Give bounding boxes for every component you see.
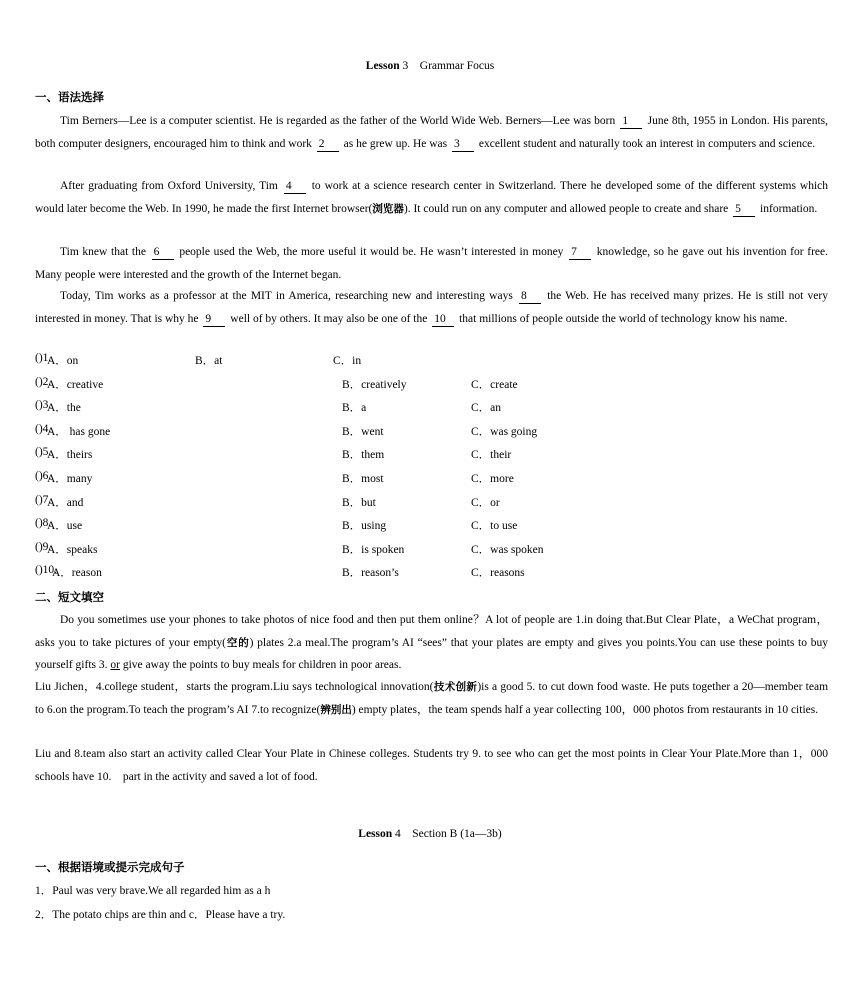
- option-b: B．creatively: [342, 379, 407, 391]
- passage-text: that millions of people outside the world of technology know his name.: [456, 312, 788, 325]
- passage-paragraph-2: [35, 175, 828, 220]
- option-b: B．a: [342, 402, 367, 414]
- option-b: B．using: [342, 520, 387, 532]
- passage-text: After graduating from Oxford University, Tim: [60, 180, 282, 192]
- passage-text: excellent student and naturally took an interest in computers and science.: [476, 137, 816, 150]
- passage-text: June 8th, 1955 in London. His parents, both computer designers, encouraged him to think and work: [35, 115, 828, 150]
- underlined-word: or: [110, 659, 120, 671]
- lesson3-title-rest: 3 Grammar Focus: [399, 60, 495, 72]
- option-a: A．the: [47, 402, 81, 414]
- chinese-gloss: 浏览器: [372, 202, 404, 215]
- option-a: A．reason: [52, 567, 102, 579]
- option-b: B．most: [342, 473, 384, 485]
- passage-text: ). It could run on any computer and allowed people to create and share: [403, 202, 732, 215]
- blank-6: 6: [152, 245, 174, 260]
- question-7-options: [35, 494, 828, 512]
- complete-sentences-heading: 一、根据语境或提示完成句子: [35, 860, 185, 874]
- option-c: C．or: [471, 497, 500, 509]
- sentence-1: 1．Paul was very brave.We all regarded him as a h: [35, 885, 271, 897]
- fill-paragraph-2: [35, 676, 828, 721]
- lesson4-title: [0, 825, 860, 841]
- chinese-gloss: 技术创新: [433, 681, 478, 693]
- passage-text: Today, Tim works as a professor at the MIT in America, researching new and interesting ways: [60, 290, 518, 302]
- grammar-choice-heading: 一、语法选择: [35, 90, 104, 104]
- question-2-options: [35, 376, 828, 394]
- passage-text: information.: [757, 202, 818, 215]
- passage-text: give away the points to buy meals for children in poor areas.: [119, 659, 402, 671]
- option-a: A．on: [47, 355, 79, 367]
- option-a: A．theirs: [47, 449, 93, 461]
- passage-text: ) plates 2.a meal.The program’s AI “sees” that your plates are empty and gives you points.You can use these points to buy yourself gifts 3.: [35, 636, 828, 671]
- option-a: A． has gone: [47, 426, 111, 438]
- question-1-options: [35, 352, 828, 370]
- option-a: A．speaks: [47, 544, 98, 556]
- passage-text: Tim knew that the: [60, 246, 150, 258]
- question-number: ()8.: [35, 517, 52, 529]
- fill-paragraph-3: [35, 743, 828, 788]
- question-10-options: [35, 564, 828, 582]
- option-b: B．reason’s: [342, 567, 399, 579]
- blank-9: 9: [203, 312, 225, 327]
- option-c: C．their: [471, 449, 512, 461]
- passage-text: Tim Berners—Lee is a computer scientist. He is regarded as the father of the World Wide Web. Berners—Lee was born: [60, 115, 619, 127]
- option-c: C．in: [333, 355, 362, 367]
- blank-7: 7: [569, 245, 591, 260]
- option-b: B．went: [342, 426, 384, 438]
- passage-text: Do you sometimes use your phones to take photos of nice food and then put them online？A lot of people are 1.in doing that.But Clear Plate，a WeChat program，asks you to take pictures of your empty(: [35, 614, 828, 649]
- question-number: ()5.: [35, 446, 52, 458]
- option-c: C．to use: [471, 520, 518, 532]
- question-number: ()1.: [35, 352, 52, 364]
- question-number: ()4.: [35, 423, 52, 435]
- passage-text: knowledge, so he gave out his invention for free. Many people were interested and the growth of the Internet began.: [35, 246, 828, 281]
- passage-text: Liu Jichen，4.college student，starts the program.Liu says technological innovation(: [35, 681, 434, 693]
- blank-3: 3: [452, 137, 474, 152]
- chinese-gloss: 空的: [225, 636, 250, 649]
- option-c: C．was spoken: [471, 544, 544, 556]
- option-a: A．many: [47, 473, 93, 485]
- question-4-options: [35, 423, 828, 441]
- blank-1: 1: [620, 114, 642, 129]
- chinese-gloss: 辨别出: [320, 703, 352, 716]
- lesson4-title-bold: Lesson: [358, 828, 393, 840]
- option-a: A．use: [47, 520, 83, 532]
- option-b: B．but: [342, 497, 376, 509]
- question-9-options: [35, 541, 828, 559]
- question-number: ()9.: [35, 541, 52, 553]
- short-passage-fill-heading: 二、短文填空: [35, 590, 104, 604]
- passage-text: to work at a science research center in Switzerland. There he developed some of the different systems which would later become the Web. In 1990, he made the first Internet browser(: [35, 180, 828, 215]
- question-number: ()7.: [35, 494, 52, 506]
- lesson3-title-bold: Lesson: [365, 60, 400, 72]
- question-number: ()2.: [35, 376, 52, 388]
- passage-text: as he grew up. He was: [340, 137, 450, 150]
- option-c: C．reasons: [471, 567, 525, 579]
- question-number: ()6.: [35, 470, 52, 482]
- option-c: C．create: [471, 379, 518, 391]
- question-number: ()10.: [35, 564, 58, 576]
- blank-2: 2: [317, 137, 339, 152]
- fill-paragraph-1: [35, 609, 828, 677]
- passage-text: )is a good 5. to cut down food waste. He puts together a 20—member team to 6.on the program.To teach the program’s AI 7.to recognize(: [35, 681, 829, 716]
- passage-paragraph-4: [35, 285, 828, 330]
- option-b: B．them: [342, 449, 385, 461]
- passage-text: ) empty plates，the team spends half a year collecting 100，000 photos from restaurants in 10 cities.: [351, 703, 819, 716]
- passage-paragraph-3: [35, 241, 828, 286]
- passage-text: the Web. He has received many prizes. He is still not very interested in money. That is why he: [35, 290, 828, 325]
- option-c: C．an: [471, 402, 502, 414]
- question-5-options: [35, 446, 828, 464]
- lesson3-title: [0, 57, 860, 73]
- option-b: B．is spoken: [342, 544, 405, 556]
- question-number: ()3.: [35, 399, 52, 411]
- blank-10: 10: [432, 312, 454, 327]
- passage-paragraph-1: [35, 110, 828, 155]
- sentence-2: 2．The potato chips are thin and c．Please have a try.: [35, 909, 286, 921]
- passage-text: people used the Web, the more useful it would be. He wasn’t interested in money: [175, 246, 568, 258]
- question-3-options: [35, 399, 828, 417]
- option-a: A．creative: [47, 379, 104, 391]
- passage-text: well of by others. It may also be one of the: [227, 312, 431, 325]
- option-a: A．and: [47, 497, 84, 509]
- passage-text: Liu and 8.team also start an activity called Clear Your Plate in Chinese colleges. Students try 9. to see who can get the most points in Clear Your Plate.More than 1，000 schools have 10. part in the activity and saved a lot of food.: [35, 748, 828, 783]
- lesson4-title-rest: 4 Section B (1a—3b): [392, 828, 502, 840]
- option-b: B．at: [195, 355, 223, 367]
- blank-4: 4: [284, 179, 306, 194]
- option-c: C．more: [471, 473, 514, 485]
- question-6-options: [35, 470, 828, 488]
- option-c: C．was going: [471, 426, 538, 438]
- question-8-options: [35, 517, 828, 535]
- blank-8: 8: [519, 289, 541, 304]
- blank-5: 5: [733, 202, 755, 217]
